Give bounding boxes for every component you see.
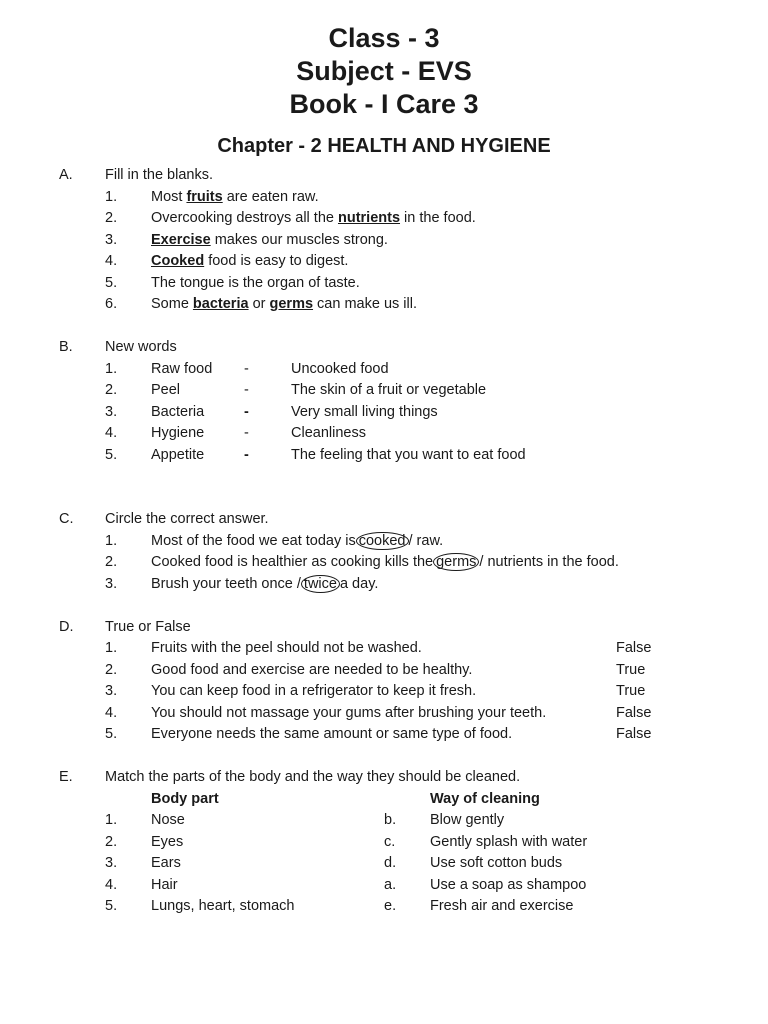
true-false-answer: True <box>616 683 646 699</box>
sentence-text: or <box>248 296 270 312</box>
list-item <box>151 553 619 571</box>
sentence-text: makes our muscles strong. <box>210 232 388 248</box>
list-item-number: 2. <box>105 210 118 226</box>
true-false-answer: True <box>616 662 646 678</box>
blank-answer: fruits <box>186 189 223 205</box>
blank-answer: Cooked <box>151 253 205 269</box>
cleaning-method: Fresh air and exercise <box>430 898 574 914</box>
sentence-text: can make us ill. <box>313 296 417 312</box>
vocab-dash: - <box>244 361 249 377</box>
subject-title: Subject - EVS <box>296 56 472 86</box>
circled-answer: twice <box>301 575 340 593</box>
sentence-text: / raw. <box>408 533 444 549</box>
blank-answer: bacteria <box>192 296 249 312</box>
sentence-text: Overcooking destroys all the <box>151 210 338 226</box>
body-part: Ears <box>151 855 181 871</box>
sentence-text: are eaten raw. <box>222 189 319 205</box>
cleaning-method: Blow gently <box>430 812 505 828</box>
match-letter: c. <box>384 834 396 850</box>
list-item-number: 5. <box>105 898 118 914</box>
list-item-number: 4. <box>105 877 118 893</box>
body-part: Nose <box>151 812 185 828</box>
match-letter: d. <box>384 855 397 871</box>
circled-answer: cooked <box>356 532 409 550</box>
sentence-text: Cooked food is healthier as cooking kills the <box>151 554 434 570</box>
cleaning-method: Use soft cotton buds <box>430 855 563 871</box>
vocab-word: Peel <box>151 382 181 398</box>
list-item <box>151 209 476 227</box>
list-item-number: 2. <box>105 662 118 678</box>
section-e-title: Match the parts of the body and the way they should be cleaned. <box>105 769 521 785</box>
true-false-answer: False <box>616 705 652 721</box>
list-item-number: 2. <box>105 382 118 398</box>
vocab-word: Raw food <box>151 361 213 377</box>
statement-text: You can keep food in a refrigerator to keep it fresh. <box>151 683 477 699</box>
list-item-number: 5. <box>105 275 118 291</box>
sentence-text: Some <box>151 296 193 312</box>
vocab-meaning: Cleanliness <box>291 425 366 441</box>
list-item-number: 4. <box>105 253 118 269</box>
match-letter: b. <box>384 812 397 828</box>
statement-text: Everyone needs the same amount or same type of food. <box>151 726 513 742</box>
list-item-number: 5. <box>105 447 118 463</box>
list-item-number: 2. <box>105 834 118 850</box>
vocab-dash: - <box>244 447 249 463</box>
section-b-letter: B. <box>59 339 73 355</box>
list-item-number: 3. <box>105 576 118 592</box>
list-item-number: 4. <box>105 425 118 441</box>
list-item <box>151 188 319 206</box>
list-item-number: 1. <box>105 189 118 205</box>
blank-answer: germs <box>269 296 314 312</box>
cleaning-method: Gently splash with water <box>430 834 588 850</box>
sentence-text: food is easy to digest. <box>204 253 349 269</box>
sentence-text: Most <box>151 189 187 205</box>
section-d-letter: D. <box>59 619 74 635</box>
section-c-title: Circle the correct answer. <box>105 511 269 527</box>
statement-text: Fruits with the peel should not be washed. <box>151 640 422 656</box>
match-letter: a. <box>384 877 397 893</box>
vocab-word: Appetite <box>151 447 205 463</box>
sentence-text: / nutrients in the food. <box>479 554 619 570</box>
match-letter: e. <box>384 898 397 914</box>
list-item-number: 4. <box>105 705 118 721</box>
list-item-number: 3. <box>105 232 118 248</box>
cleaning-method: Use a soap as shampoo <box>430 877 587 893</box>
book-title: Book - I Care 3 <box>289 89 479 119</box>
vocab-meaning: The skin of a fruit or vegetable <box>291 382 487 398</box>
vocab-dash: - <box>244 382 249 398</box>
sentence-text: Most of the food we eat today is <box>151 533 356 549</box>
section-c-letter: C. <box>59 511 74 527</box>
vocab-meaning: Very small living things <box>291 404 438 420</box>
body-part: Lungs, heart, stomach <box>151 898 295 914</box>
section-a-title: Fill in the blanks. <box>105 167 213 183</box>
body-part: Eyes <box>151 834 184 850</box>
chapter-title: Chapter - 2 HEALTH AND HYGIENE <box>217 135 551 157</box>
column-header-way-of-cleaning: Way of cleaning <box>430 791 540 807</box>
circled-answer: germs <box>433 553 479 571</box>
vocab-word: Bacteria <box>151 404 205 420</box>
section-e-letter: E. <box>59 769 73 785</box>
list-item-number: 3. <box>105 683 118 699</box>
sentence-text: a day. <box>339 576 379 592</box>
list-item <box>151 532 443 550</box>
section-a-letter: A. <box>59 167 73 183</box>
statement-text: You should not massage your gums after brushing your teeth. <box>151 705 547 721</box>
blank-answer: Exercise <box>151 232 211 248</box>
vocab-word: Hygiene <box>151 425 205 441</box>
list-item: The tongue is the organ of taste. <box>151 275 360 291</box>
list-item-number: 2. <box>105 554 118 570</box>
list-item <box>151 295 417 313</box>
section-b-title: New words <box>105 339 177 355</box>
list-item <box>151 252 348 270</box>
list-item-number: 6. <box>105 296 118 312</box>
true-false-answer: False <box>616 726 652 742</box>
vocab-dash: - <box>244 425 249 441</box>
list-item-number: 3. <box>105 855 118 871</box>
list-item-number: 1. <box>105 533 118 549</box>
list-item <box>151 231 388 249</box>
list-item-number: 3. <box>105 404 118 420</box>
statement-text: Good food and exercise are needed to be healthy. <box>151 662 473 678</box>
sentence-text: Brush your teeth once / <box>151 576 301 592</box>
column-header-body-part: Body part <box>151 791 219 807</box>
class-title: Class - 3 <box>328 23 440 53</box>
list-item-number: 1. <box>105 640 118 656</box>
true-false-answer: False <box>616 640 652 656</box>
body-part: Hair <box>151 877 178 893</box>
list-item-number: 5. <box>105 726 118 742</box>
blank-answer: nutrients <box>337 210 401 226</box>
section-d-title: True or False <box>105 619 191 635</box>
list-item-number: 1. <box>105 812 118 828</box>
sentence-text: in the food. <box>400 210 476 226</box>
list-item-number: 1. <box>105 361 118 377</box>
vocab-meaning: Uncooked food <box>291 361 389 377</box>
list-item <box>151 575 378 593</box>
vocab-dash: - <box>244 404 249 420</box>
vocab-meaning: The feeling that you want to eat food <box>291 447 526 463</box>
